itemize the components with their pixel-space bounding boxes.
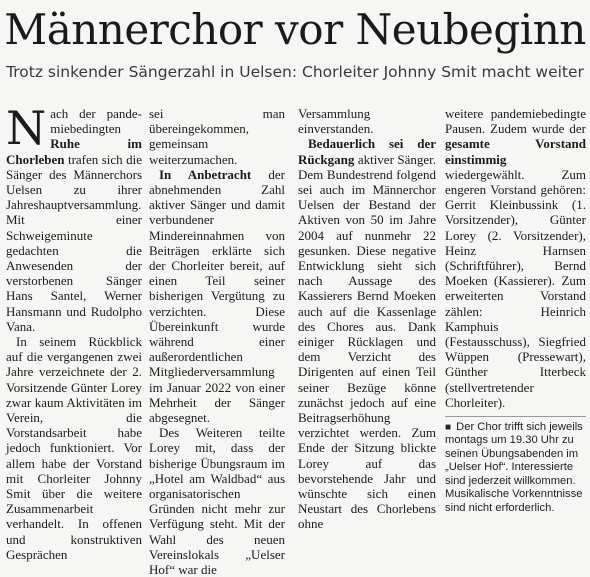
info-box: [445, 416, 586, 515]
bullet-icon: ■: [445, 422, 452, 434]
text: der abnehmenden Zahl aktiver Sänger und damit verbundener Mindereinnahmen von Beiträgen erklärte sich der Chorleiter bereit, auf einen Teil seiner bisherigen Vergütung zu verzichten. Diese Übereinkunft wurde während einer außerordentlichen Mitgliederversammlung im Januar 2022 von einer Mehrheit der Sänger abgesegnet.: [149, 166, 285, 426]
paragraph: [298, 136, 436, 531]
subheadline: Trotz sinkender Sängerzahl in Uelsen: Chorleiter Johnny Smit macht weiter: [6, 63, 584, 81]
lead-in: gesamte Vorstand einstimmig: [445, 136, 586, 167]
article-column-2: [149, 106, 285, 577]
lead-in: Ruhe im Chorleben: [6, 136, 142, 167]
paragraph: Des Weiteren teilte Lorey mit, dass der bisherige Übungsraum im „Hotel am Waldbad“ aus organisatorischen Gründen nicht mehr zur Verfügung steht. Mit der Wahl des neuen Vereinslokals „Uelser Hof“ war die: [149, 425, 285, 577]
article-column-3: [298, 106, 436, 532]
text: ach der pande-miebedingten: [50, 106, 142, 137]
text: trafen sich die Sänger des Männerchors Uelsen zu ihrer Jahreshauptversammlung. Mit einer Schweigeminute gedachten die Anwesenden der verstorbenen Sänger Hans Santel, Werner Hansmann und Rudolpho Vana.: [6, 151, 142, 334]
paragraph: In seinem Rückblick auf die vergangenen zwei Jahre verzeichnete der 2. Vorsitzende Günter Lorey zwar kaum Aktivitäten im Verein, die Vorstandsarbeit habe jedoch funktioniert. Vor allem habe der Vorstand mit Chorleiter Johnny Smit über die weitere Zusammenarbeit verhandelt. In offenen und konstruktiven Gesprächen: [6, 334, 142, 562]
paragraph: Versammlung einverstanden.: [298, 106, 374, 137]
text: weitere pandemiebedingte Pausen. Zudem wurde der: [445, 106, 586, 137]
headline: Männerchor vor Neubeginn: [4, 5, 586, 54]
lead-in: In Anbetracht: [159, 166, 252, 182]
paragraph: [149, 167, 285, 425]
drop-cap: N: [6, 101, 47, 155]
article-column-1: [6, 101, 142, 562]
lead-in: Bedauerlich sei der Rückgang: [298, 136, 436, 167]
info-text: Der Chor trifft sich jeweils montags um 19.30 Uhr zu seinen Übungsabenden im „Uelser Hof“. Interessierte sind jederzeit willkommen. Musikalische Vorkenntnisse sind nicht erforderlich.: [445, 421, 583, 514]
article-column-4: [445, 106, 586, 514]
text: aktiver Sänger. Dem Bundestrend folgend sei auch im Männerchor Uelsen der Bestand der Aktiven von 50 im Jahre 2004 auf nunmehr 22 gesunken. Diese negative Entwicklung sieht sich nach Aussage des Kassierers Bernd Moeken auch auf die Kassenlage des Chores aus. Dank einiger Rücklagen und dem Verzicht des Dirigenten auf einen Teil seiner Bezüge könne zunächst jedoch auf eine Beitragserhöhung verzichtet werden. Zum Ende der Sitzung blickte Lorey auf das bevorstehende Jahr und wünschte sich einen Neustart des Chorlebens ohne: [298, 151, 436, 532]
text: wiedergewählt. Zum engeren Vorstand gehören: Gerrit Kleinbussink (1. Vorsitzender), Günter Lorey (2. Vorsitzender), Heinz Harnsen (Schriftführer), Bernd Moeken (Kassierer). Zum erweiterten Vorstand zählen: Heinrich Kamphuis (Festausschuss), Siegfried Wüppen (Pressewart), Günther Itterbeck (stellvertretender Chorleiter).: [445, 166, 586, 410]
paragraph: [6, 101, 142, 334]
paragraph: [445, 106, 586, 410]
paragraph: sei man übereingekommen, gemeinsam weiterzumachen.: [149, 106, 285, 167]
